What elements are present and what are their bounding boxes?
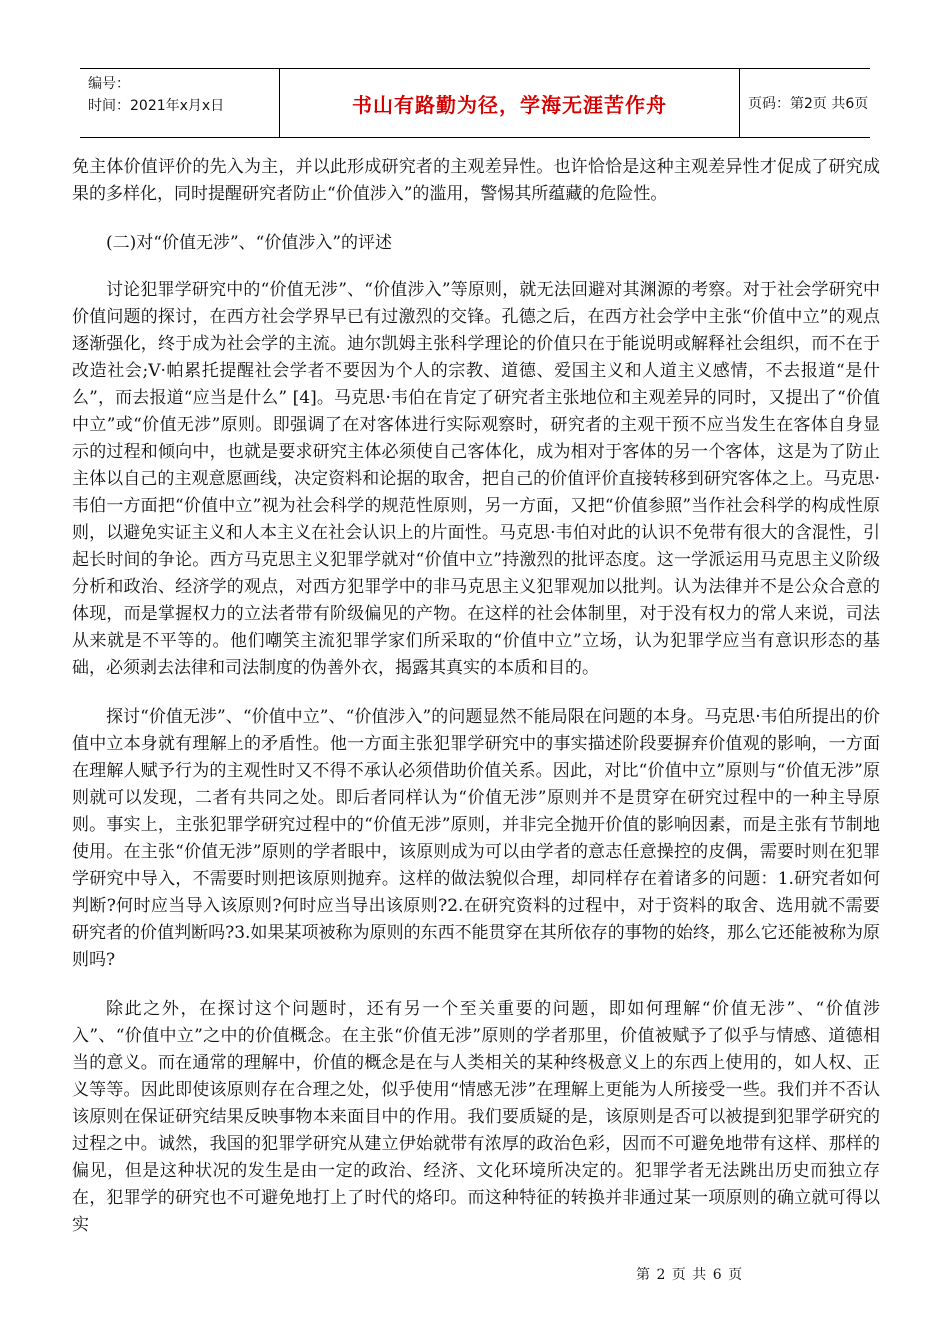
- paragraph-continued: 免主体价值评价的先入为主，并以此形成研究者的主观差异性。也许恰恰是这种主观差异性才促成了研究成果的多样化，同时提醒研究者防止“价值涉入”的滥用，警惕其所蕴藏的危险性。: [72, 157, 880, 204]
- paragraph: 除此之外，在探讨这个问题时，还有另一个至关重要的问题，即如何理解“价值无涉”、“价值涉入”、“价值中立”之中的价值概念。在主张“价值无涉”原则的学者那里，价值被赋予了似乎与情感、道德相当的意义。而在通常的理解中，价值的概念是在与人类相关的某种终极意义上的东西上使用的，如人权、正义等等。因此即使该原则存在合理之处，似乎使用“情感无涉”在理解上更能为人所接受一些。我们并不否认该原则在保证研究结果反映事物本来面目中的作用。我们要质疑的是，该原则是否可以被提到犯罪学研究的过程之中。诚然，我国的犯罪学研究从建立伊始就带有浓厚的政治色彩，因而不可避免地带有这样、那样的偏见，但是这种状况的发生是由一定的政治、经济、文化环境所决定的。犯罪学者无法跳出历史而独立存在，犯罪学的研究也不可避免地打上了时代的烙印。而这种特征的转换并非通过某一项原则的确立就可得以实: [72, 999, 880, 1235]
- document-date: 时间：2021年x月x日: [88, 98, 225, 114]
- paragraph: 讨论犯罪学研究中的“价值无涉”、“价值涉入”等原则，就无法回避对其渊源的考察。对于社会学研究中价值问题的探讨，在西方社会学界早已有过激烈的交锋。孔德之后，在西方社会学中主张“价值中立”的观点逐渐强化，终于成为社会学的主流。迪尔凯姆主张科学理论的价值只在于能说明或解释社会组织，而不在于改造社会;V·帕累托提醒社会学者不要因为个人的宗教、道德、爱国主义和人道主义感情，不去报道“是什么”，而去报道“应当是什么” [4]。马克思·韦伯在肯定了研究者主张地位和主观差异的同时，又提出了“价值中立”或“价值无涉”原则。即强调了在对客体进行实际观察时，研究者的主观干预不应当发生在客体自身显示的过程和倾向中，也就是要求研究主体必须使自己客体化，成为相对于客体的另一个客体，这是为了防止主体以自己的主观意愿画线，决定资料和论据的取舍，把自己的价值评价直接转移到研究客体之上。马克思·韦伯一方面把“价值中立”视为社会科学的规范性原则，另一方面，又把“价值参照”当作社会科学的构成性原则，以避免实证主义和人本主义在社会认识上的片面性。马克思·韦伯对此的认识不免带有很大的含混性，引起长时间的争论。西方马克思主义犯罪学就对“价值中立”持激烈的批评态度。这一学派运用马克思主义阶级分析和政治、经济学的观点，对西方犯罪学中的非马克思主义犯罪观加以批判。认为法律并不是公众合意的体现，而是掌握权力的立法者带有阶级偏见的产物。在这样的社会体制里，对于没有权力的常人来说，司法从来就是不平等的。他们嘲笑主流犯罪学家们所采取的“价值中立”立场，认为犯罪学应当有意识形态的基础，必须剥去法律和司法制度的伪善外衣，揭露其真实的本质和目的。: [72, 280, 880, 678]
- document-number-label: 编号：: [88, 76, 130, 92]
- document-body: [72, 154, 880, 1261]
- page-footer: 第 2 页 共 6 页: [636, 1267, 744, 1283]
- header-meta: [80, 69, 280, 137]
- document-header: [80, 68, 870, 138]
- header-page-number: 页码：第2页 共6页: [748, 96, 869, 112]
- paragraph: 探讨“价值无涉”、“价值中立”、“价值涉入”的问题显然不能局限在问题的本身。马克思·韦伯所提出的价值中立本身就有理解上的矛盾性。他一方面主张犯罪学研究中的事实描述阶段要摒弃价值观的影响，一方面在理解人赋予行为的主观性时又不得不承认必须借助价值关系。因此，对比“价值中立”原则与“价值无涉”原则就可以发现，二者有共同之处。即后者同样认为“价值无涉”原则并不是贯穿在研究过程中的一种主导原则。事实上，主张犯罪学研究过程中的“价值无涉”原则，并非完全抛开价值的影响因素，而是主张有节制地使用。在主张“价值无涉”原则的学者眼中，该原则成为可以由学者的意志任意操控的皮偶，需要时则在犯罪学研究中导入，不需要时则把该原则抛弃。这样的做法貌似合理，却同样存在着诸多的问题：1.研究者如何判断?何时应当导入该原则?何时应当导出该原则?2.在研究资料的过程中，对于资料的取舍、选用就不需要研究者的价值判断吗?3.如果某项被称为原则的东西不能贯穿在其所依存的事物的始终，那么它还能被称为原则吗?: [72, 707, 880, 970]
- section-heading: (二)对“价值无涉”、“价值涉入”的评述: [106, 233, 393, 253]
- header-motto: 书山有路勤为径，学海无涯苦作舟: [280, 69, 740, 137]
